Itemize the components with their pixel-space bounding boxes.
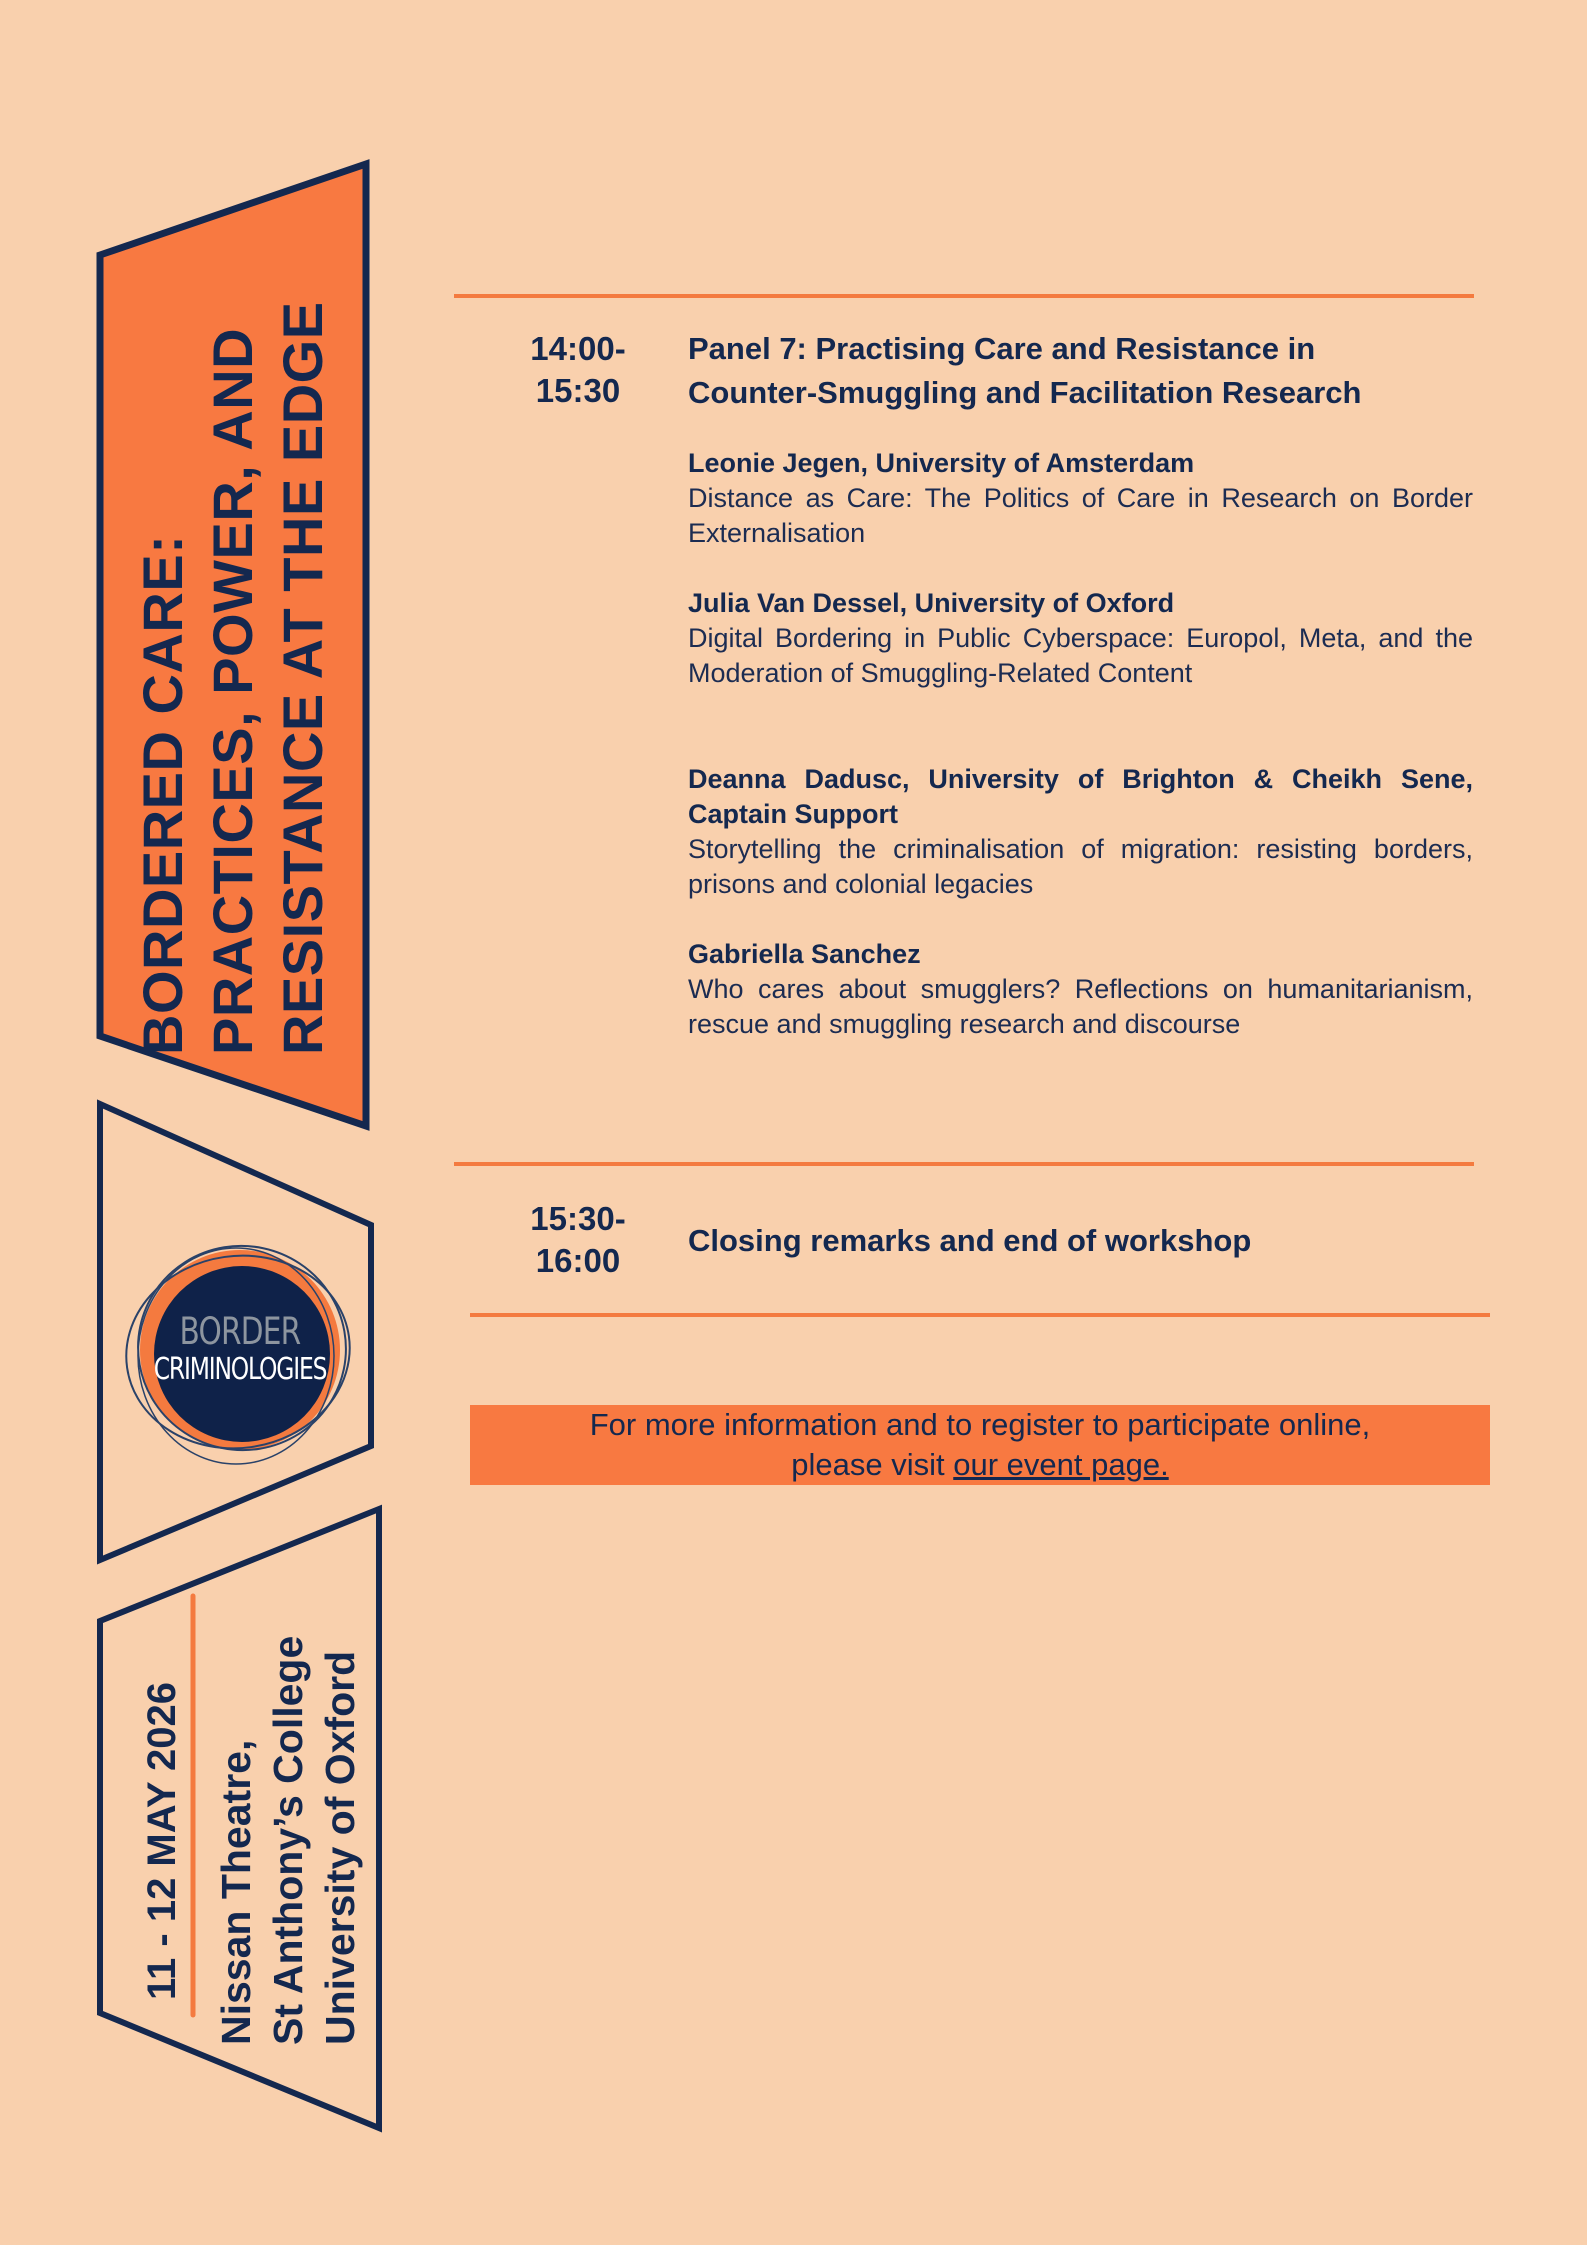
talk-title: Storytelling the criminalisation of migration: resisting borders, prisons and colonial legacies: [688, 834, 1473, 899]
talk-title: Who cares about smugglers? Reflections on humanitarianism, rescue and smuggling research and discourse: [688, 974, 1473, 1039]
info-text-prefix: please visit: [791, 1447, 954, 1482]
speaker-name: Leonie Jegen, University of Amsterdam: [688, 448, 1195, 478]
panel-title-line-2: Counter-Smuggling and Facilitation Research: [688, 375, 1362, 410]
speaker-entry: [688, 937, 1473, 1042]
registration-info-box: [470, 1405, 1490, 1485]
divider-middle: [454, 1162, 1474, 1166]
talk-title: Digital Bordering in Public Cyberspace: Europol, Meta, and the Moderation of Smuggling-Related Content: [688, 623, 1473, 688]
venue-line-3: University of Oxford: [317, 1650, 363, 2045]
border-criminologies-logo: [120, 1230, 360, 1470]
speaker-entry: [688, 586, 1473, 691]
speaker-name: Deanna Dadusc, University of Brighton & Cheikh Sene, Captain Support: [688, 764, 1473, 829]
talk-title: Distance as Care: The Politics of Care in Research on Border Externalisation: [688, 483, 1473, 548]
time-end: 16:00: [535, 1242, 621, 1279]
closing-remarks: Closing remarks and end of workshop: [688, 1223, 1252, 1258]
session-time: [508, 1198, 648, 1282]
speaker-name: Gabriella Sanchez: [688, 939, 921, 969]
venue-line-1: Nissan Theatre,: [213, 1739, 259, 2045]
logo-text-criminologies: CRIMINOLOGIES: [153, 1352, 327, 1387]
event-venue: [210, 1636, 366, 2045]
logo-text-border: BORDER: [179, 1310, 301, 1353]
speaker-entry: [688, 762, 1473, 902]
panel-title-line-1: Panel 7: Practising Care and Resistance in: [688, 331, 1316, 366]
speaker-name: Julia Van Dessel, University of Oxford: [688, 588, 1175, 618]
divider-bottom: [470, 1313, 1490, 1317]
title-line-2: PRACTICES, POWER, AND: [201, 327, 264, 1055]
time-start: 15:30-: [530, 1200, 626, 1237]
time-end: 15:30: [535, 372, 621, 409]
info-text-line-2: [470, 1445, 1490, 1485]
session-time: [508, 328, 648, 412]
speaker-entry: [688, 446, 1473, 551]
venue-line-2: St Anthony’s College: [265, 1635, 311, 2045]
info-text-line-1: For more information and to register to participate online,: [589, 1407, 1371, 1442]
title-line-3: RESISTANCE AT THE EDGE: [271, 301, 334, 1055]
event-title: [128, 301, 338, 1055]
title-line-1: BORDERED CARE:: [131, 534, 194, 1055]
event-date: 11 - 12 MAY 2026: [140, 1681, 184, 2000]
time-start: 14:00-: [530, 330, 626, 367]
event-page-link[interactable]: our event page.: [953, 1447, 1169, 1482]
divider-top: [454, 294, 1474, 298]
panel-title: [688, 327, 1478, 415]
